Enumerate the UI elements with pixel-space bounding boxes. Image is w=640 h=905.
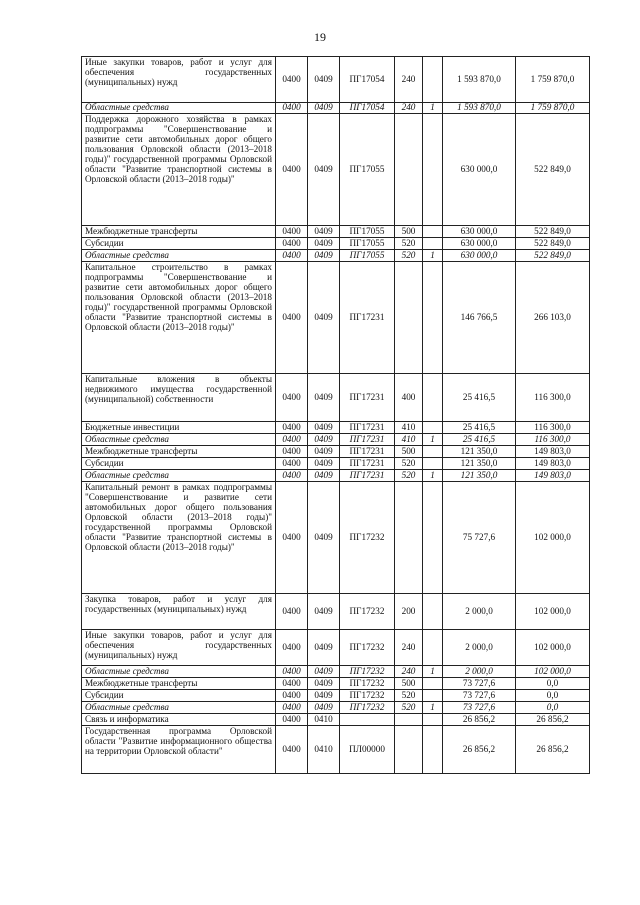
section-code: 0400 — [276, 690, 308, 702]
amount-year-1: 25 416,5 — [443, 422, 516, 434]
expense-type-code: 500 — [395, 678, 423, 690]
subsection-code: 0409 — [308, 594, 340, 630]
item-name: Областные средства — [82, 250, 276, 262]
section-code: 0400 — [276, 726, 308, 774]
expense-type-code — [395, 482, 423, 594]
expense-type-code: 520 — [395, 250, 423, 262]
amount-year-1: 75 727,6 — [443, 482, 516, 594]
target-article-code: ПГ17231 — [340, 458, 395, 470]
section-code: 0400 — [276, 470, 308, 482]
section-code: 0400 — [276, 630, 308, 666]
subsection-code: 0409 — [308, 103, 340, 114]
section-code: 0400 — [276, 482, 308, 594]
subsection-code: 0409 — [308, 262, 340, 374]
item-name: Связь и информатика — [82, 714, 276, 726]
amount-year-2: 0,0 — [516, 702, 590, 714]
target-article-code: ПГ17232 — [340, 678, 395, 690]
item-name: Закупка товаров, работ и услуг для государственных (муниципальных) нужд — [82, 594, 276, 630]
amount-year-2: 116 300,0 — [516, 422, 590, 434]
item-name: Капитальные вложения в объекты недвижимого имущества государственной (муниципальной) собственности — [82, 374, 276, 422]
amount-year-2: 522 849,0 — [516, 250, 590, 262]
target-article-code: ПГ17231 — [340, 434, 395, 446]
section-code: 0400 — [276, 374, 308, 422]
target-article-code: ПГ17054 — [340, 103, 395, 114]
amount-year-1: 26 856,2 — [443, 726, 516, 774]
section-code: 0400 — [276, 666, 308, 678]
subsection-code: 0409 — [308, 238, 340, 250]
table-row — [82, 482, 590, 594]
subsection-code: 0409 — [308, 250, 340, 262]
item-name: Субсидии — [82, 458, 276, 470]
section-code: 0400 — [276, 714, 308, 726]
section-code: 0400 — [276, 262, 308, 374]
table-row — [82, 702, 590, 714]
expense-type-code: 410 — [395, 434, 423, 446]
table-row — [82, 262, 590, 374]
source-flag — [423, 482, 443, 594]
subsection-code: 0409 — [308, 114, 340, 226]
target-article-code: ПГ17055 — [340, 226, 395, 238]
section-code: 0400 — [276, 458, 308, 470]
source-flag — [423, 690, 443, 702]
section-code: 0400 — [276, 422, 308, 434]
amount-year-2: 1 759 870,0 — [516, 103, 590, 114]
section-code: 0400 — [276, 226, 308, 238]
item-name: Областные средства — [82, 702, 276, 714]
amount-year-2: 0,0 — [516, 690, 590, 702]
item-name: Иные закупки товаров, работ и услуг для обеспечения государственных (муниципальных) нужд — [82, 630, 276, 666]
target-article-code: ПГ17054 — [340, 57, 395, 103]
item-name: Капитальное строительство в рамках подпрограммы "Совершенствование и развитие сети автомобильных дорог общего пользования Орловской области (2013–2018 годы)" государственной программы Орловской области "Развитие транспортной системы в Орловской области (2013–2018 годы)" — [82, 262, 276, 374]
expense-type-code — [395, 726, 423, 774]
source-flag — [423, 57, 443, 103]
table-row — [82, 714, 590, 726]
table-row — [82, 678, 590, 690]
item-name: Бюджетные инвестиции — [82, 422, 276, 434]
section-code: 0400 — [276, 678, 308, 690]
expense-type-code — [395, 262, 423, 374]
amount-year-2: 26 856,2 — [516, 714, 590, 726]
amount-year-2: 149 803,0 — [516, 470, 590, 482]
subsection-code: 0409 — [308, 226, 340, 238]
amount-year-2: 1 759 870,0 — [516, 57, 590, 103]
amount-year-1: 73 727,6 — [443, 690, 516, 702]
source-flag — [423, 630, 443, 666]
item-name: Субсидии — [82, 690, 276, 702]
table-row — [82, 103, 590, 114]
amount-year-1: 630 000,0 — [443, 226, 516, 238]
subsection-code: 0409 — [308, 434, 340, 446]
table-row — [82, 238, 590, 250]
expense-type-code: 520 — [395, 238, 423, 250]
source-flag — [423, 226, 443, 238]
item-name: Межбюджетные трансферты — [82, 446, 276, 458]
source-flag — [423, 678, 443, 690]
subsection-code: 0409 — [308, 482, 340, 594]
table-row — [82, 374, 590, 422]
amount-year-1: 25 416,5 — [443, 434, 516, 446]
table-row — [82, 726, 590, 774]
expense-type-code: 240 — [395, 630, 423, 666]
source-flag — [423, 446, 443, 458]
source-flag — [423, 726, 443, 774]
section-code: 0400 — [276, 702, 308, 714]
expense-type-code: 410 — [395, 422, 423, 434]
target-article-code: ПГ17232 — [340, 482, 395, 594]
amount-year-1: 2 000,0 — [443, 594, 516, 630]
subsection-code: 0409 — [308, 57, 340, 103]
table-row — [82, 422, 590, 434]
expense-type-code: 520 — [395, 458, 423, 470]
amount-year-1: 121 350,0 — [443, 458, 516, 470]
amount-year-1: 630 000,0 — [443, 114, 516, 226]
amount-year-1: 73 727,6 — [443, 702, 516, 714]
budget-table — [81, 56, 590, 774]
expense-type-code: 240 — [395, 57, 423, 103]
item-name: Областные средства — [82, 470, 276, 482]
expense-type-code: 200 — [395, 594, 423, 630]
expense-type-code: 240 — [395, 103, 423, 114]
item-name: Областные средства — [82, 666, 276, 678]
amount-year-2: 102 000,0 — [516, 594, 590, 630]
target-article-code: ПГ17231 — [340, 446, 395, 458]
amount-year-2: 102 000,0 — [516, 666, 590, 678]
subsection-code: 0410 — [308, 714, 340, 726]
amount-year-2: 116 300,0 — [516, 374, 590, 422]
subsection-code: 0409 — [308, 374, 340, 422]
table-row — [82, 446, 590, 458]
source-flag: 1 — [423, 434, 443, 446]
source-flag — [423, 114, 443, 226]
item-name: Областные средства — [82, 434, 276, 446]
item-name: Межбюджетные трансферты — [82, 226, 276, 238]
target-article-code: ПГ17055 — [340, 114, 395, 226]
table-row — [82, 226, 590, 238]
amount-year-1: 630 000,0 — [443, 238, 516, 250]
table-row — [82, 470, 590, 482]
source-flag — [423, 594, 443, 630]
item-name: Субсидии — [82, 238, 276, 250]
source-flag — [423, 458, 443, 470]
section-code: 0400 — [276, 250, 308, 262]
target-article-code: ПГ17232 — [340, 630, 395, 666]
page-number: 19 — [314, 30, 326, 44]
target-article-code: ПГ17231 — [340, 422, 395, 434]
subsection-code: 0409 — [308, 446, 340, 458]
amount-year-2: 522 849,0 — [516, 114, 590, 226]
source-flag: 1 — [423, 666, 443, 678]
amount-year-1: 73 727,6 — [443, 678, 516, 690]
amount-year-1: 630 000,0 — [443, 250, 516, 262]
table-row — [82, 114, 590, 226]
item-name: Областные средства — [82, 103, 276, 114]
target-article-code: ПГ17055 — [340, 250, 395, 262]
source-flag: 1 — [423, 250, 443, 262]
table-row — [82, 250, 590, 262]
expense-type-code: 400 — [395, 374, 423, 422]
source-flag — [423, 262, 443, 374]
amount-year-1: 1 593 870,0 — [443, 103, 516, 114]
target-article-code: ПГ17231 — [340, 262, 395, 374]
expense-type-code: 500 — [395, 446, 423, 458]
target-article-code — [340, 714, 395, 726]
amount-year-1: 26 856,2 — [443, 714, 516, 726]
table-row — [82, 630, 590, 666]
subsection-code: 0409 — [308, 666, 340, 678]
amount-year-1: 121 350,0 — [443, 446, 516, 458]
table-row — [82, 434, 590, 446]
amount-year-1: 121 350,0 — [443, 470, 516, 482]
target-article-code: ПЛ00000 — [340, 726, 395, 774]
section-code: 0400 — [276, 434, 308, 446]
amount-year-1: 2 000,0 — [443, 630, 516, 666]
target-article-code: ПГ17055 — [340, 238, 395, 250]
amount-year-2: 149 803,0 — [516, 458, 590, 470]
amount-year-1: 2 000,0 — [443, 666, 516, 678]
target-article-code: ПГ17232 — [340, 702, 395, 714]
source-flag — [423, 714, 443, 726]
table-row — [82, 690, 590, 702]
target-article-code: ПГ17231 — [340, 470, 395, 482]
section-code: 0400 — [276, 594, 308, 630]
target-article-code: ПГ17231 — [340, 374, 395, 422]
target-article-code: ПГ17232 — [340, 594, 395, 630]
source-flag — [423, 238, 443, 250]
item-name: Капитальный ремонт в рамках подпрограммы "Совершенствование и развитие сети автомобильных дорог общего пользования Орловской области (2013–2018 годы)" государственной программы Орловской области "Развитие транспортной системы в Орловской области (2013–2018 годы)" — [82, 482, 276, 594]
subsection-code: 0409 — [308, 702, 340, 714]
amount-year-2: 149 803,0 — [516, 446, 590, 458]
expense-type-code: 520 — [395, 470, 423, 482]
source-flag: 1 — [423, 103, 443, 114]
target-article-code: ПГ17232 — [340, 690, 395, 702]
expense-type-code: 520 — [395, 690, 423, 702]
expense-type-code: 500 — [395, 226, 423, 238]
source-flag: 1 — [423, 702, 443, 714]
table-row — [82, 666, 590, 678]
amount-year-2: 266 103,0 — [516, 262, 590, 374]
expense-type-code — [395, 714, 423, 726]
source-flag: 1 — [423, 470, 443, 482]
amount-year-2: 0,0 — [516, 678, 590, 690]
section-code: 0400 — [276, 238, 308, 250]
amount-year-1: 1 593 870,0 — [443, 57, 516, 103]
source-flag — [423, 422, 443, 434]
subsection-code: 0409 — [308, 470, 340, 482]
amount-year-2: 522 849,0 — [516, 226, 590, 238]
subsection-code: 0409 — [308, 630, 340, 666]
section-code: 0400 — [276, 103, 308, 114]
item-name: Государственная программа Орловской области "Развитие информационного общества на территории Орловской области" — [82, 726, 276, 774]
item-name: Поддержка дорожного хозяйства в рамках подпрограммы "Совершенствование и развитие сети автомобильных дорог общего пользования Орловской области (2013–2018 годы)" государственной программы Орловской области "Развитие транспортной системы в Орловской области (2013–2018 годы)" — [82, 114, 276, 226]
section-code: 0400 — [276, 446, 308, 458]
expense-type-code — [395, 114, 423, 226]
subsection-code: 0410 — [308, 726, 340, 774]
subsection-code: 0409 — [308, 458, 340, 470]
section-code: 0400 — [276, 114, 308, 226]
amount-year-1: 25 416,5 — [443, 374, 516, 422]
subsection-code: 0409 — [308, 678, 340, 690]
expense-type-code: 520 — [395, 702, 423, 714]
amount-year-2: 102 000,0 — [516, 630, 590, 666]
table-row — [82, 458, 590, 470]
subsection-code: 0409 — [308, 422, 340, 434]
amount-year-2: 522 849,0 — [516, 238, 590, 250]
target-article-code: ПГ17232 — [340, 666, 395, 678]
item-name: Иные закупки товаров, работ и услуг для обеспечения государственных (муниципальных) нужд — [82, 57, 276, 103]
subsection-code: 0409 — [308, 690, 340, 702]
amount-year-2: 102 000,0 — [516, 482, 590, 594]
amount-year-1: 146 766,5 — [443, 262, 516, 374]
expense-type-code: 240 — [395, 666, 423, 678]
item-name: Межбюджетные трансферты — [82, 678, 276, 690]
source-flag — [423, 374, 443, 422]
table-row — [82, 594, 590, 630]
table-row — [82, 57, 590, 103]
amount-year-2: 26 856,2 — [516, 726, 590, 774]
section-code: 0400 — [276, 57, 308, 103]
amount-year-2: 116 300,0 — [516, 434, 590, 446]
